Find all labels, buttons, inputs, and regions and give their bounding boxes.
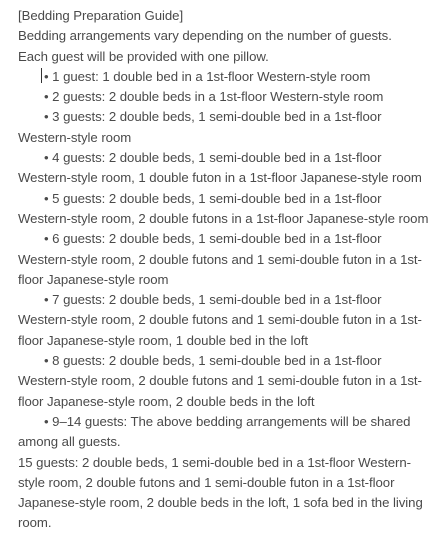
- list-item: [18, 67, 430, 87]
- closing-paragraph: 15 guests: 2 double beds, 1 semi-double bed in a 1st-floor Western-style room, 2 double futons and 1 semi-double futon in a 1st-floor Japanese-style room, 2 double beds in the loft, 1 sofa bed in the living room.: [18, 454, 423, 531]
- list-item: • 6 guests: 2 double beds, 1 semi-double bed in a 1st-floor Western-style room, 2 double futons and 1 semi-double futon in a 1st-floor Japanese-style room: [18, 231, 422, 287]
- list-item: • 9–14 guests: The above bedding arrangements will be shared among all guests.: [18, 413, 411, 450]
- document-text-area[interactable]: [18, 6, 430, 534]
- list-item-text: • 1 guest: 1 double bed in a 1st-floor Western-style room: [44, 68, 371, 84]
- list-item: • 8 guests: 2 double beds, 1 semi-double bed in a 1st-floor Western-style room, 2 double futons and 1 semi-double futon in a 1st-floor Japanese-style room, 2 double beds in the loft: [18, 353, 422, 409]
- list-item: • 4 guests: 2 double beds, 1 semi-double bed in a 1st-floor Western-style room, 1 double futon in a 1st-floor Japanese-style room: [18, 150, 422, 186]
- text-cursor: [41, 68, 42, 83]
- intro-line-1: Bedding arrangements vary depending on the number of guests.: [18, 28, 392, 44]
- list-item: • 7 guests: 2 double beds, 1 semi-double bed in a 1st-floor Western-style room, 2 double futons and 1 semi-double futon in a 1st-floor Japanese-style room, 1 double bed in the loft: [18, 292, 422, 348]
- list-item: • 2 guests: 2 double beds in a 1st-floor Western-style room: [44, 89, 384, 105]
- document-title: [Bedding Preparation Guide]: [18, 8, 184, 23]
- list-item: • 5 guests: 2 double beds, 1 semi-double bed in a 1st-floor Western-style room, 2 double futons in a 1st-floor Japanese-style room: [18, 190, 429, 226]
- list-item: • 3 guests: 2 double beds, 1 semi-double bed in a 1st-floor Western-style room: [18, 109, 382, 145]
- intro-line-2: Each guest will be provided with one pillow.: [18, 48, 269, 64]
